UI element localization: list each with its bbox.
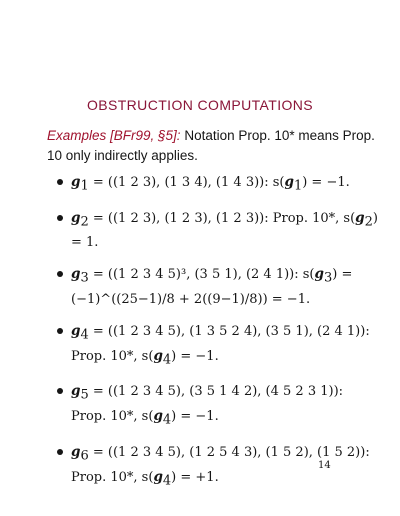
list-item [47,264,380,310]
intro-rest: Notation Prop. 10* means Prop. 10 only indirectly applies. [47,128,375,163]
item-equation: = ((1 2 3 4 5)³, (3 5 1), (2 4 1)): s( [88,267,315,283]
group-symbol: g [314,266,324,283]
group-index: 3 [80,271,89,287]
item-equation: = ((1 2 3 4 5), (3 5 1 4 2), (4 5 2 3 1)): Prop. 10*, s( [71,384,344,425]
group-symbol: g [153,408,163,425]
item-equation: = ((1 2 3 4 5), (1 3 5 2 4), (3 5 1), (2 4 1)): Prop. 10*, s( [71,324,370,364]
bullet-icon [57,449,63,455]
list-item [47,321,380,370]
group-index: 3 [323,271,333,287]
item-result: ) = 1. [71,210,378,251]
group-index: 6 [80,448,89,464]
bullet-icon [57,215,63,221]
list-item [47,208,380,254]
intro-paragraph [47,126,382,166]
bullet-icon [57,388,63,394]
group-symbol: g [71,174,81,190]
item-equation: = ((1 2 3), (1 3 4), (1 4 3)): s( [88,175,285,190]
item-result: ) = −1. [171,409,219,425]
slide-title: OBSTRUCTION COMPUTATIONS [86,97,314,113]
group-index: 1 [80,178,89,194]
bullet-icon [57,271,63,277]
group-symbol: g [153,468,163,485]
group-index: 1 [293,178,303,194]
example-list [47,172,380,502]
item-result: ) = (−1)^((25−1)/8 + 2((9−1)/8)) = −1. [71,267,353,308]
group-symbol: g [71,443,81,460]
group-symbol: g [71,323,81,340]
group-index: 4 [162,473,172,489]
group-index: 2 [364,214,373,230]
group-symbol: g [71,266,81,283]
item-equation: = ((1 2 3), (1 2 3), (1 2 3)): Prop. 10*, s( [88,210,356,226]
group-index: 4 [162,412,172,428]
list-item [47,381,380,430]
list-item [47,172,380,197]
item-result: ) = +1. [171,469,219,485]
bullet-icon [57,328,63,334]
group-symbol: g [355,209,365,226]
bullet-icon [57,179,63,185]
group-index: 4 [162,352,172,368]
group-index: 4 [80,327,89,343]
intro-lead: Examples [BFr99, §5]: [47,128,181,143]
group-symbol: g [153,347,163,364]
group-index: 5 [80,388,89,404]
item-result: ) = −1. [302,175,350,190]
group-symbol: g [71,383,81,400]
item-equation: = ((1 2 3 4 5), (1 2 5 4 3), (1 5 2), (1 5 2)): Prop. 10*, s( [71,444,370,485]
group-symbol: g [284,174,294,190]
group-symbol: g [71,209,81,226]
item-result: ) = −1. [171,348,219,364]
group-index: 2 [80,214,89,230]
page-number: 14 [318,460,331,471]
